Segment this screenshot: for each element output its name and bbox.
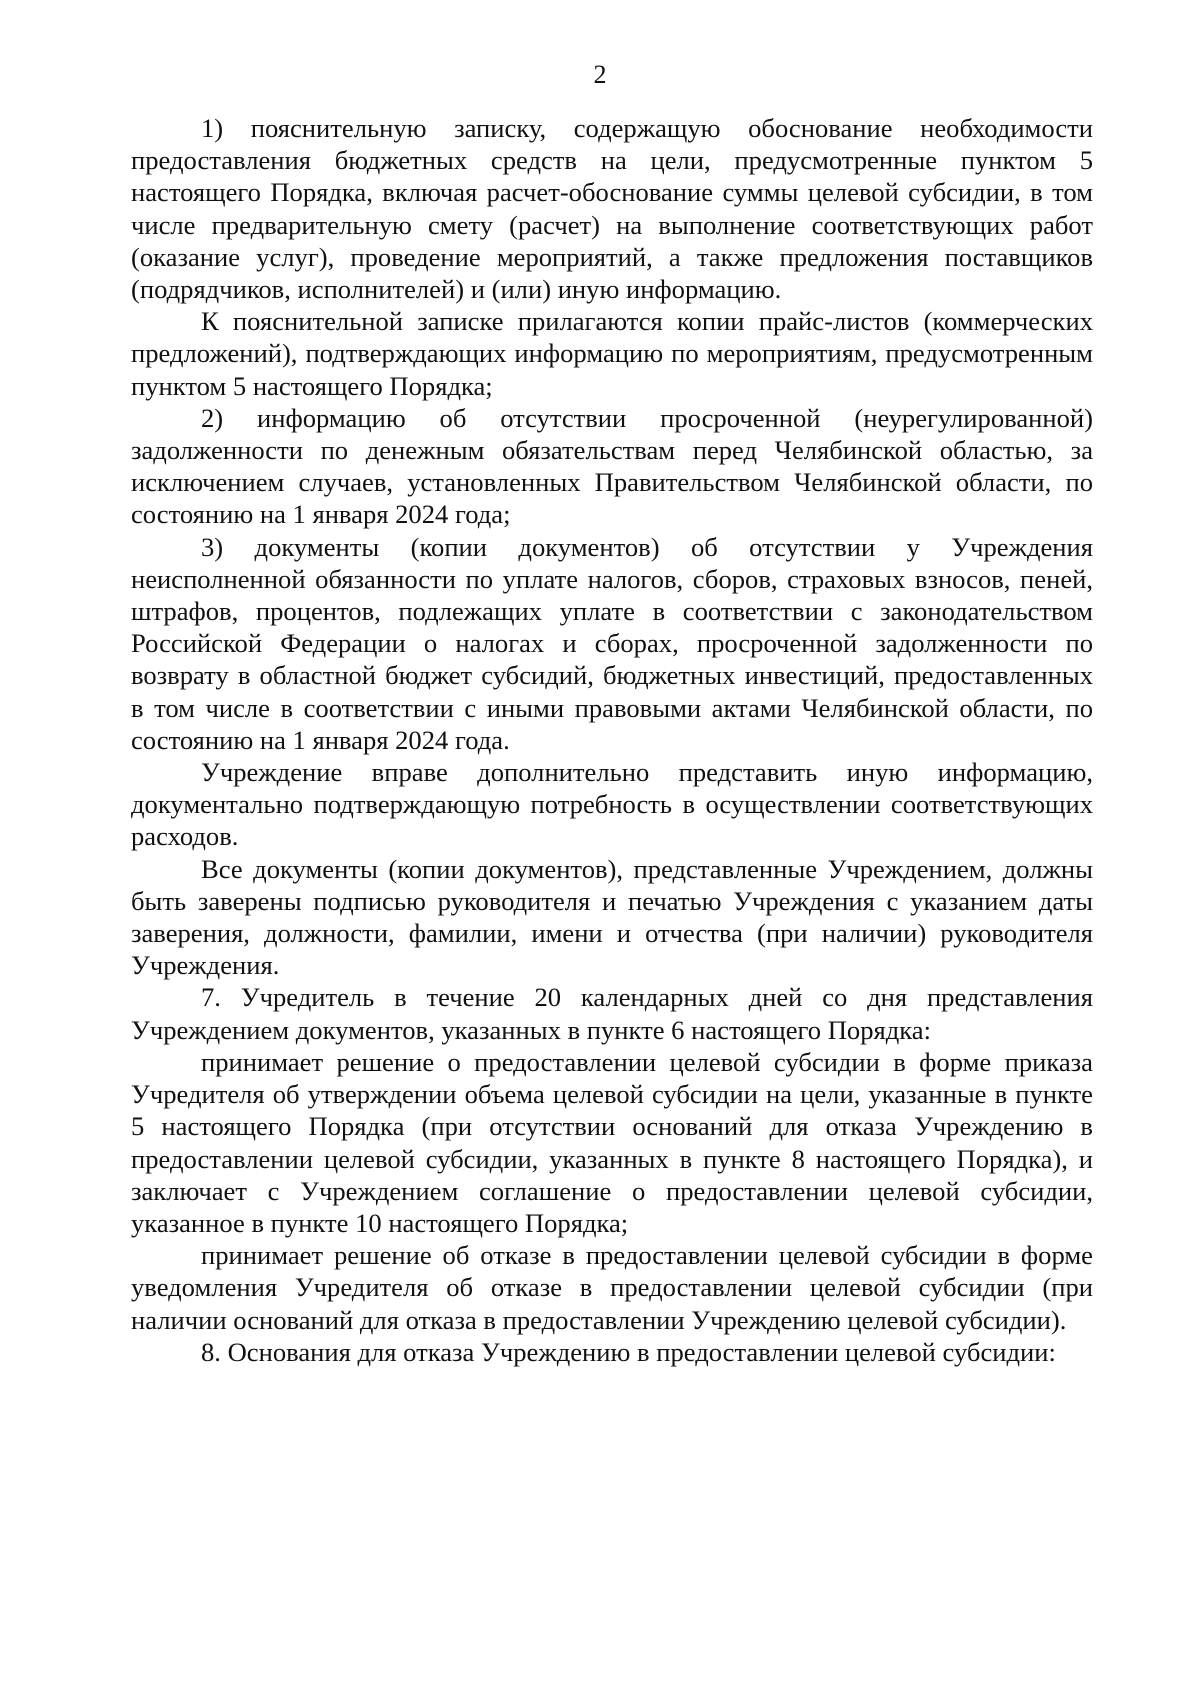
- paragraph-certification: Все документы (копии документов), представленные Учреждением, должны быть заверены подписью руководителя и печатью Учреждения с указанием даты заверения, должности, фамилии, имени и отчества (при наличии) руководителя Учреждения.: [131, 853, 1093, 981]
- paragraph-clause-7: 7. Учредитель в течение 20 календарных дней со дня представления Учреждением документов, указанных в пункте 6 настоящего Порядка:: [131, 982, 1093, 1045]
- paragraph-additional-info: Учреждение вправе дополнительно представить иную информацию, документально подтверждающую потребность в осуществлении соответствующих расходов.: [131, 757, 1093, 852]
- paragraph-item-2-no-debt: 2) информацию об отсутствии просроченной (неурегулированной) задолженности по денежным обязательствам перед Челябинской областью, за исключением случаев, установленных Правительством Челябинской области, по состоянию на 1 января 2024 года;: [131, 402, 1093, 530]
- paragraph-clause-8: 8. Основания для отказа Учреждению в предоставлении целевой субсидии:: [201, 1336, 1056, 1367]
- page-number: 2: [593, 60, 607, 89]
- paragraph-price-lists: К пояснительной записке прилагаются копии прайс-листов (коммерческих предложений), подтверждающих информацию по мероприятиям, предусмотренным пунктом 5 настоящего Порядка;: [131, 306, 1093, 401]
- document-body: [131, 112, 1093, 1368]
- paragraph-item-3-tax-documents: 3) документы (копии документов) об отсутствии у Учреждения неисполненной обязанности по уплате налогов, сборов, страховых взносов, пеней, штрафов, процентов, подлежащих уплате в соответствии с законодательством Российской Федерации о налогах и сборах, просроченной задолженности по возврату в областной бюджет субсидий, бюджетных инвестиций, предоставленных в том числе в соответствии с иными правовыми актами Челябинской области, по состоянию на 1 января 2024 года.: [131, 531, 1093, 755]
- paragraph-decision-refusal: принимает решение об отказе в предоставлении целевой субсидии в форме уведомления Учредителя об отказе в предоставлении целевой субсидии (при наличии оснований для отказа в предоставлении Учреждению целевой субсидии).: [131, 1240, 1093, 1335]
- paragraph-decision-grant: принимает решение о предоставлении целевой субсидии в форме приказа Учредителя об утверждении объема целевой субсидии на цели, указанные в пункте 5 настоящего Порядка (при отсутствии оснований для отказа Учреждению в предоставлении целевой субсидии, указанных в пункте 8 настоящего Порядка), и заключает с Учреждением соглашение о предоставлении целевой субсидии, указанное в пункте 10 настоящего Порядка;: [131, 1046, 1093, 1238]
- paragraph-item-1-explanatory-note: 1) пояснительную записку, содержащую обоснование необходимости предоставления бюджетных средств на цели, предусмотренные пунктом 5 настоящего Порядка, включая расчет-обоснование суммы целевой субсидии, в том числе предварительную смету (расчет) на выполнение соответствующих работ (оказание услуг), проведение мероприятий, а также предложения поставщиков (подрядчиков, исполнителей) и (или) иную информацию.: [131, 113, 1093, 305]
